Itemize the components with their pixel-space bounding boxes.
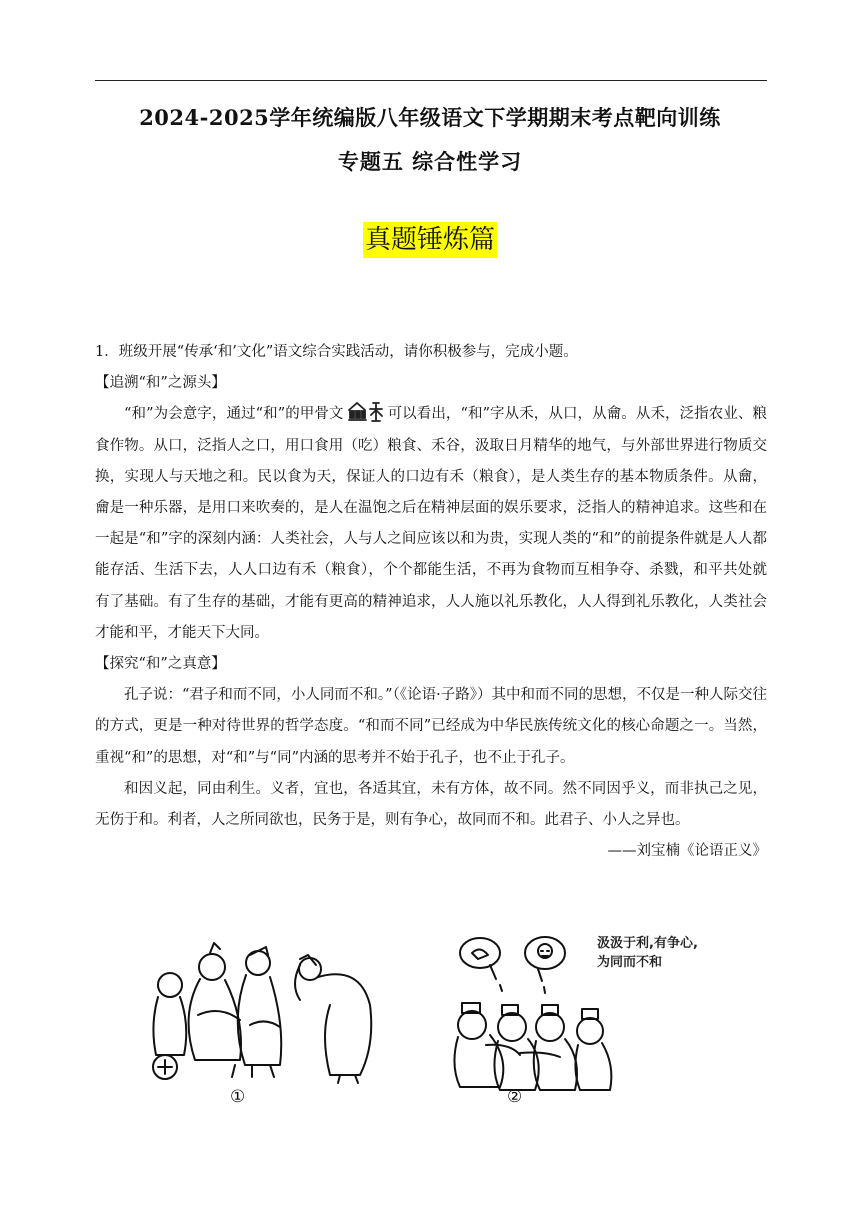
figure-marker-2: ② xyxy=(507,1087,523,1107)
section2-paragraph-2: 和因义起，同由利生。义者，宜也，各适其宜，未有方体，故不同。然不同因乎义，而非执己之见，无伤于和。利者，人之所同欲也，民务于是，则有争心，故同而不和。此君子、小人之异也。 xyxy=(95,780,767,829)
caption-line-1: 汲汲于利,有争心, xyxy=(597,936,698,951)
citation: ——刘宝楠《论语正义》 xyxy=(607,843,767,860)
caption-line-2: 为同而不和 xyxy=(597,955,663,970)
section-banner: 真题锤炼篇 xyxy=(363,222,497,258)
document-subtitle: 专题五 综合性学习 xyxy=(337,149,523,174)
section1-text-before: “和”为会意字，通过“和”的甲骨文 xyxy=(124,406,344,423)
section1-text-after: 可以看出，“和”字从禾，从口，从龠。从禾，泛指农业、粮食作物。从口，泛指人之口，用口食用（吃）粮食、禾谷，汲取日月精华的地气，与外部世界进行物质交换，实现人与天地之和。民以食为天，保证人的口边有禾（粮食），是人类生存的基本物质条件。从龠，龠是一种乐器，是用口来吹奏的，是人在温饱之后在精神层面的娱乐要求，泛指人的精神追求。这些和在一起是“和”字的深刻内涵：人类社会，人与人之间应该以和为贵，实现人类的“和”的前提条件就是人人都能存活、生活下去，人人口边有禾（粮食），个个都能生活，不再为食物而互相争夺、杀戮，和平共处就有了基础。有了生存的基础，才能有更高的精神追求，人人施以礼乐教化，人人得到礼乐教化，人类社会才能和平，才能天下大同。 xyxy=(95,406,767,641)
section1-heading: 【追溯“和”之源头】 xyxy=(95,375,226,392)
cartoon-caption xyxy=(597,934,698,972)
header-rule xyxy=(95,80,767,81)
question-intro: 1．班级开展“传承‘和’文化”语文综合实践活动，请你积极参与，完成小题。 xyxy=(95,344,578,360)
figure-marker-1: ① xyxy=(230,1087,246,1107)
section1-paragraph xyxy=(95,399,767,649)
section2-heading: 【探究“和”之真意】 xyxy=(95,656,226,673)
cartoon-illustration-1 xyxy=(140,925,400,1085)
oracle-bone-glyph-icon xyxy=(346,401,386,423)
section2-paragraph-1: 孔子说：“君子和而不同，小人同而不和。”（《论语·子路》）其中和而不同的思想，不仅是一种人际交往的方式，更是一种对待世界的哲学态度。“和而不同”已经成为中华民族传统文化的核心命题之一。当然，重视“和”的思想，对“和”与“同”内涵的思考并不始于孔子，也不止于孔子。 xyxy=(95,687,767,766)
document-title: 2024-2025学年统编版八年级语文下学期期末考点靶向训练 xyxy=(139,105,721,130)
question-body xyxy=(95,337,767,867)
